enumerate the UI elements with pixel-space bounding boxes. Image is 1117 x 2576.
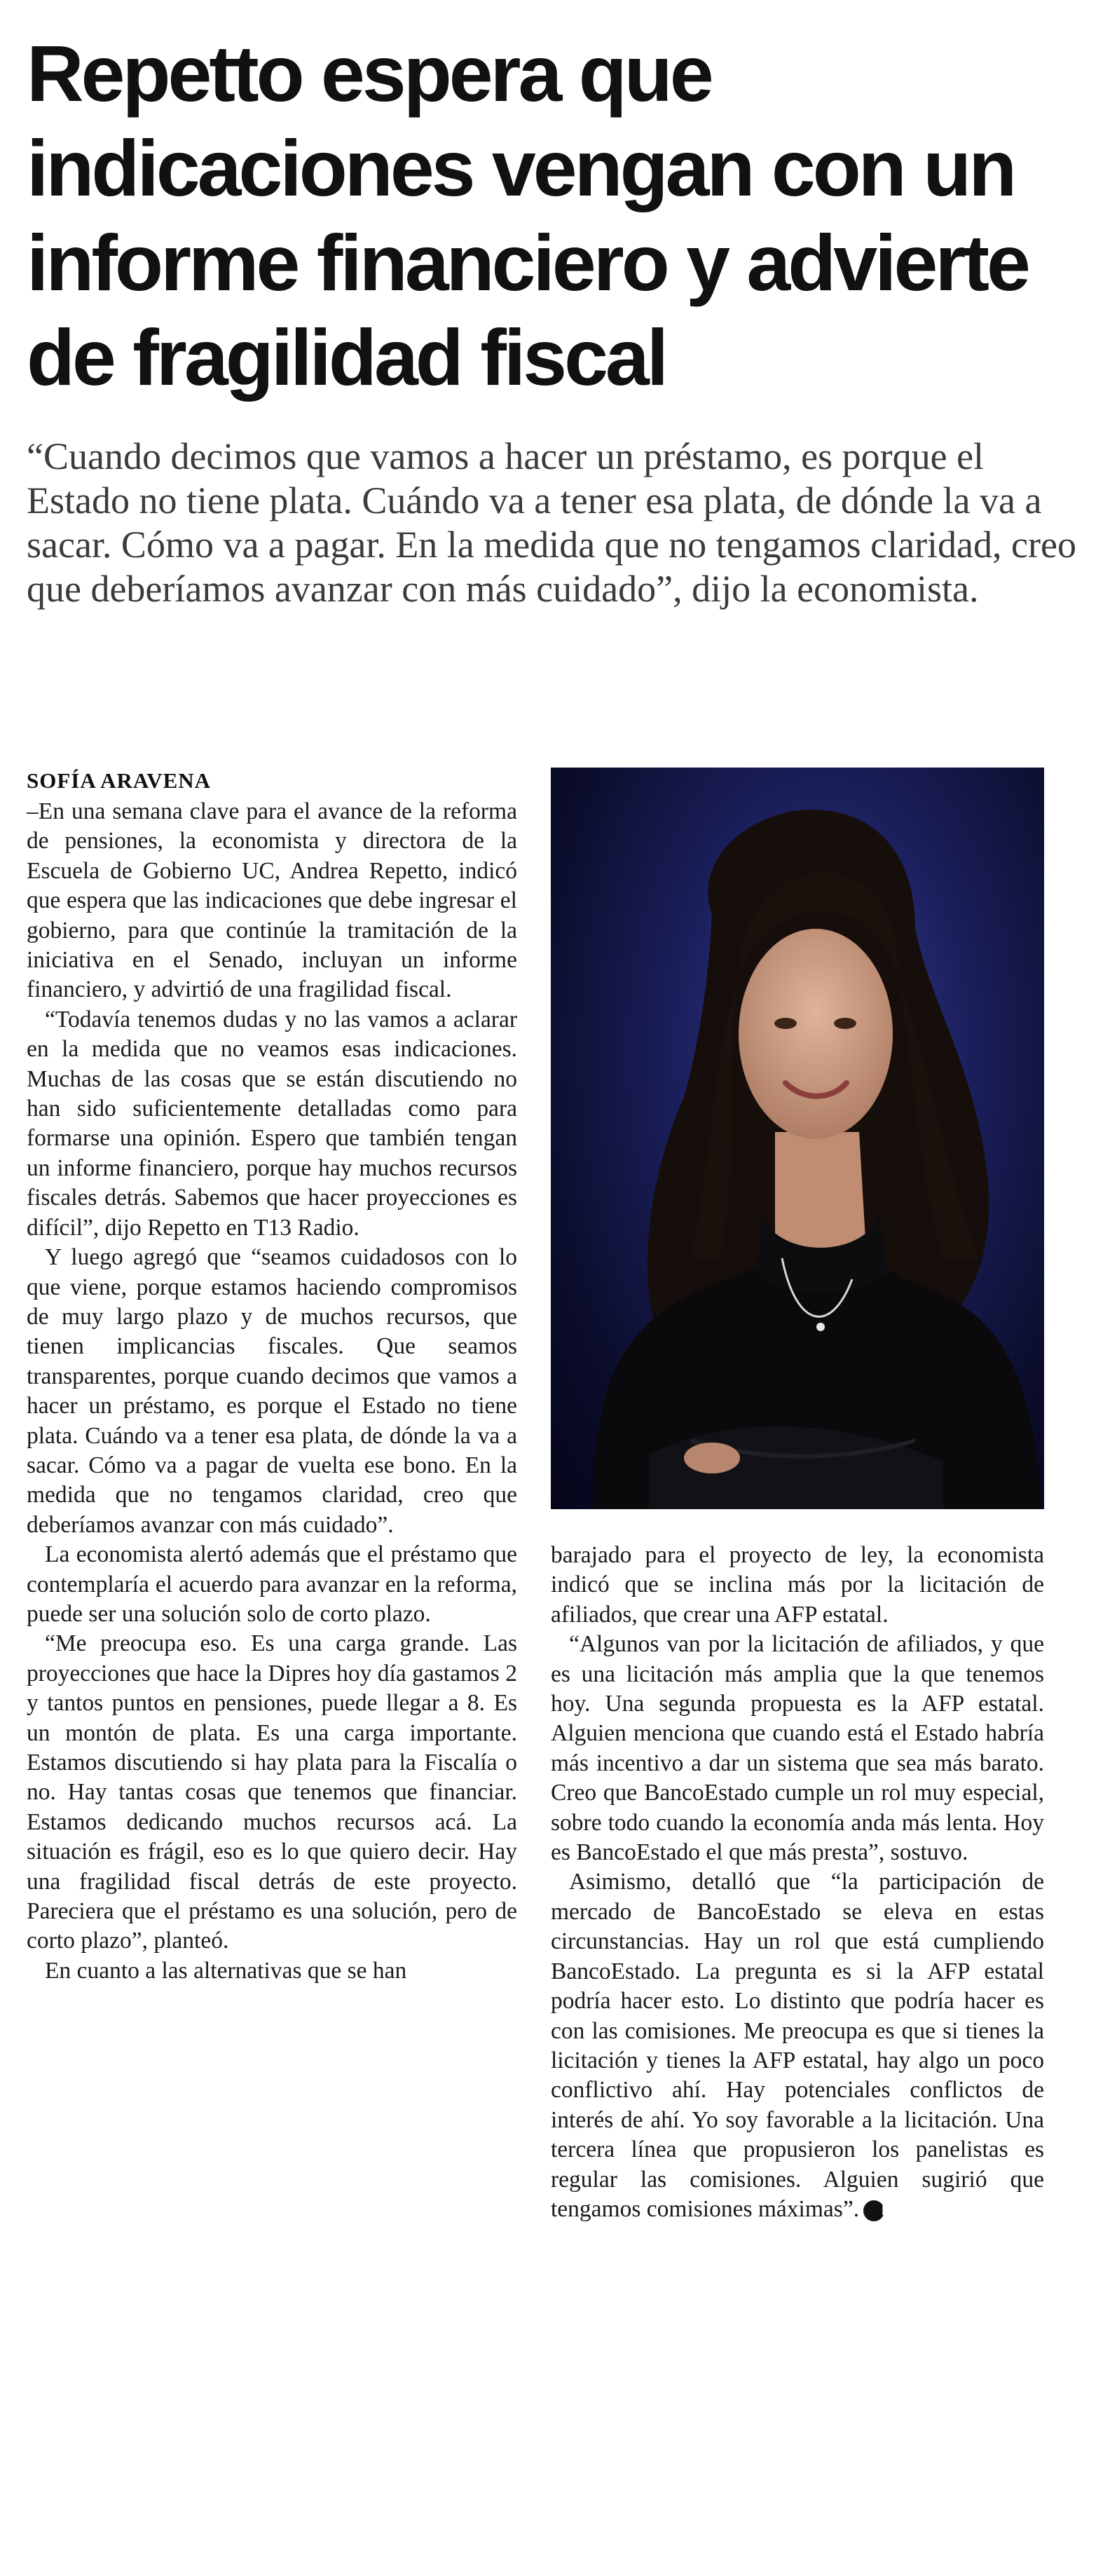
paragraph: –En una semana clave para el avance de la reforma de pensiones, la economista y directora de la Escuela de Gobierno UC, Andrea Repetto, indicó que espera que las indicaciones que debe ingresar el gobierno, para que continúe la tramitación de la iniciativa en el Senado, incluyan un informe financiero, y advirtió de una fragilidad fiscal. (27, 798, 517, 1003)
byline: SOFÍA ARAVENA (27, 768, 212, 793)
paragraph-last (551, 1867, 1044, 2224)
portrait-illustration (551, 768, 1044, 1509)
paragraph: “Algunos van por la licitación de afiliados, y que es una licitación más amplia que la que tenemos hoy. Una segunda propuesta es la AFP estatal. Alguien menciona que cuando está el Estado habría más incentivo a dar un sistema que sea más barato. Creo que BancoEstado cumple un rol muy especial, sobre todo cuando la economía anda más lenta. Hoy es BancoEstado el que más presta”, sostuvo. (551, 1631, 1044, 1866)
paragraph: “Me preocupa eso. Es una carga grande. Las proyecciones que hace la Dipres hoy día gastamos 2 y tantos puntos en pensiones, puede llegar a 8. Es un montón de plata. Es una carga importante. Estamos discutiendo si hay plata para la Fiscalía o no. Hay tantas cosas que tenemos que financiar. Estamos dedicando muchos recursos acá. La situación es frágil, eso es lo que quiero decir. Hay una fragilidad fiscal detrás de este proyecto. Pareciera que el préstamo es una solución, pero de corto plazo”, planteó. (27, 1630, 517, 1954)
end-mark-icon: P (863, 2200, 884, 2221)
paragraph: Y luego agregó que “seamos cuidadosos con lo que viene, porque estamos haciendo compromisos de muy largo plazo y de muchos recursos, que tienen implicancias fiscales. Que seamos transparentes, porque cuando decimos que vamos a hacer un préstamo, es porque el Estado no tiene plata. Cuándo va a tener esa plata, de dónde la va a sacar. Cómo va a pagar de vuelta ese bono. En la medida que no tengamos claridad, creo que deberíamos avanzar con más cuidado”. (27, 1244, 517, 1538)
portrait-photo (551, 768, 1044, 1509)
paragraph: En cuanto a las alternativas que se han (45, 1957, 407, 1984)
right-column (551, 1541, 1044, 2224)
paragraph: barajado para el proyecto de ley, la economista indicó que se inclina más por la licitación de afiliados, que crear una AFP estatal. (551, 1542, 1044, 1628)
paragraph: La economista alertó además que el préstamo que contemplaría el acuerdo para avanzar en la reforma, puede ser una solución solo de corto plazo. (27, 1541, 517, 1627)
deck-quote: “Cuando decimos que vamos a hacer un préstamo, es porque el Estado no tiene plata. Cuándo va a tener esa plata, de dónde la va a sacar. Cómo va a pagar. En la medida que no tengamos claridad, creo que deberíamos avanzar con más cuidado”, dijo la economista. (27, 435, 1076, 610)
left-column (27, 766, 517, 1986)
paragraph-text: Asimismo, detalló que “la participación de mercado de BancoEstado se eleva en estas circunstancias. Hay un rol que está cumpliendo BancoEstado. La pregunta es si la AFP estatal podría hacer esto. Lo distinto que podría hacer es con las comisiones. Me preocupa es que si tienes la licitación y tienes la AFP estatal, hay algo un poco conflictivo ahí. Hay potenciales conflictos de interés de ahí. Yo soy favorable a la licitación. Una tercera línea que propusieron los panelistas es regular las comisiones. Alguien sugirió que tengamos comisiones máximas”. (551, 1869, 1044, 2222)
headline: Repetto espera que indicaciones vengan con un informe financiero y advierte de fragilidad fiscal (27, 29, 1028, 402)
paragraph: “Todavía tenemos dudas y no las vamos a aclarar en la medida que no veamos esas indicaciones. Muchas de las cosas que se están discutiendo no han sido suficientemente detalladas como para formarse una opinión. Espero que también tengan un informe financiero, porque hay muchos recursos fiscales detrás. Sabemos que hacer proyecciones es difícil”, dijo Repetto en T13 Radio. (27, 1006, 517, 1241)
